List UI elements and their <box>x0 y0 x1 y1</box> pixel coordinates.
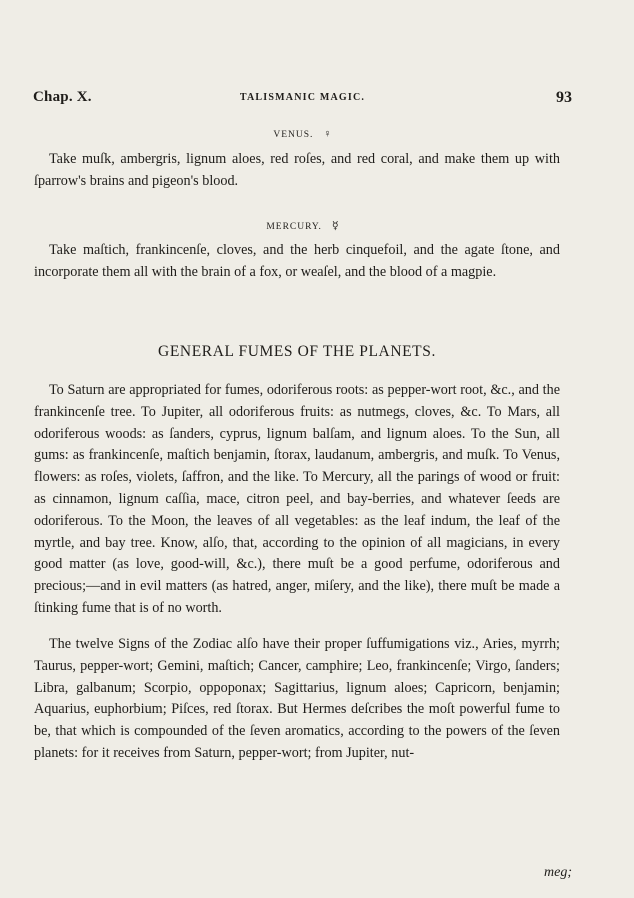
venus-paragraph: Take muſk, ambergris, lignum aloes, red roſes, and red coral, and make them up with ſparrow's brains and pigeon's blood. <box>34 151 560 189</box>
running-head <box>33 89 572 109</box>
fumes-paragraph-1: To Saturn are appropriated for fumes, odoriferous roots: as pepper-wort root, &c., and the frankincenſe tree. To Jupiter, all odoriferous fruits: as nutmegs, cloves, &c. To Mars, all odoriferous woods: as ſanders, cyprus, lignum balſam, and lignum aloes. To the Sun, all gums: as frankincenſe, maſtich benjamin, ſtorax, laudanum, ambergris, and muſk. To Venus, flowers: as roſes, violets, ſaffron, and the like. To Mercury, all the parings of wood or fruit: as cinnamon, lignum caſſia, mace, citron peel, and bay-berries, and whatever ſeeds are odoriferous. To the Moon, the leaves of all vegetables: as the leaf indum, the leaf of the myrtle, and bay tree. Know, alſo, that, according to the opinion of all magicians, in every good matter (as love, good-will, &c.), there muſt be a good perfume, odoriferous and precious;—and in evil matters (as hatred, anger, miſery, and the like), there muſt be made a ſtinking fume that is of no worth. <box>34 382 560 616</box>
section-title: GENERAL FUMES OF THE PLANETS. <box>158 343 436 360</box>
chapter-label: Chap. X. <box>33 89 92 105</box>
mercury-heading-label: MERCURY. <box>266 222 322 232</box>
venus-heading <box>34 128 572 140</box>
page-number: 93 <box>556 89 572 106</box>
mercury-symbol-icon: ☿ <box>331 220 340 232</box>
running-title: TALISMANIC MAGIC. <box>239 92 366 103</box>
venus-symbol-icon: ♀ <box>323 128 333 140</box>
mercury-paragraph: Take maſtich, frankincenſe, cloves, and the herb cinquefoil, and the agate ſtone, and incorporate them all with the brain of a fox, or weaſel, and the blood of a magpie. <box>34 242 560 280</box>
catchword: meg; <box>544 865 572 880</box>
mercury-heading <box>34 219 572 232</box>
fumes-paragraph-2: The twelve Signs of the Zodiac alſo have their proper ſuffumigations viz., Aries, myrrh; Taurus, pepper-wort; Gemini, maſtich; Cancer, camphire; Leo, frankincenſe; Virgo, ſanders; Libra, galbanum; Scorpio, oppoponax; Sagittarius, lignum aloes; Capricorn, benjamin; Aquarius, euphorbium; Piſces, red ſtorax. But Hermes deſcribes the moſt powerful fume to be, that which is compounded of the ſeven aromatics, according to the powers of the ſeven planets: for it receives from Saturn, pepper-wort; from Jupiter, nut- <box>34 636 560 761</box>
venus-heading-label: VENUS. <box>273 130 314 140</box>
